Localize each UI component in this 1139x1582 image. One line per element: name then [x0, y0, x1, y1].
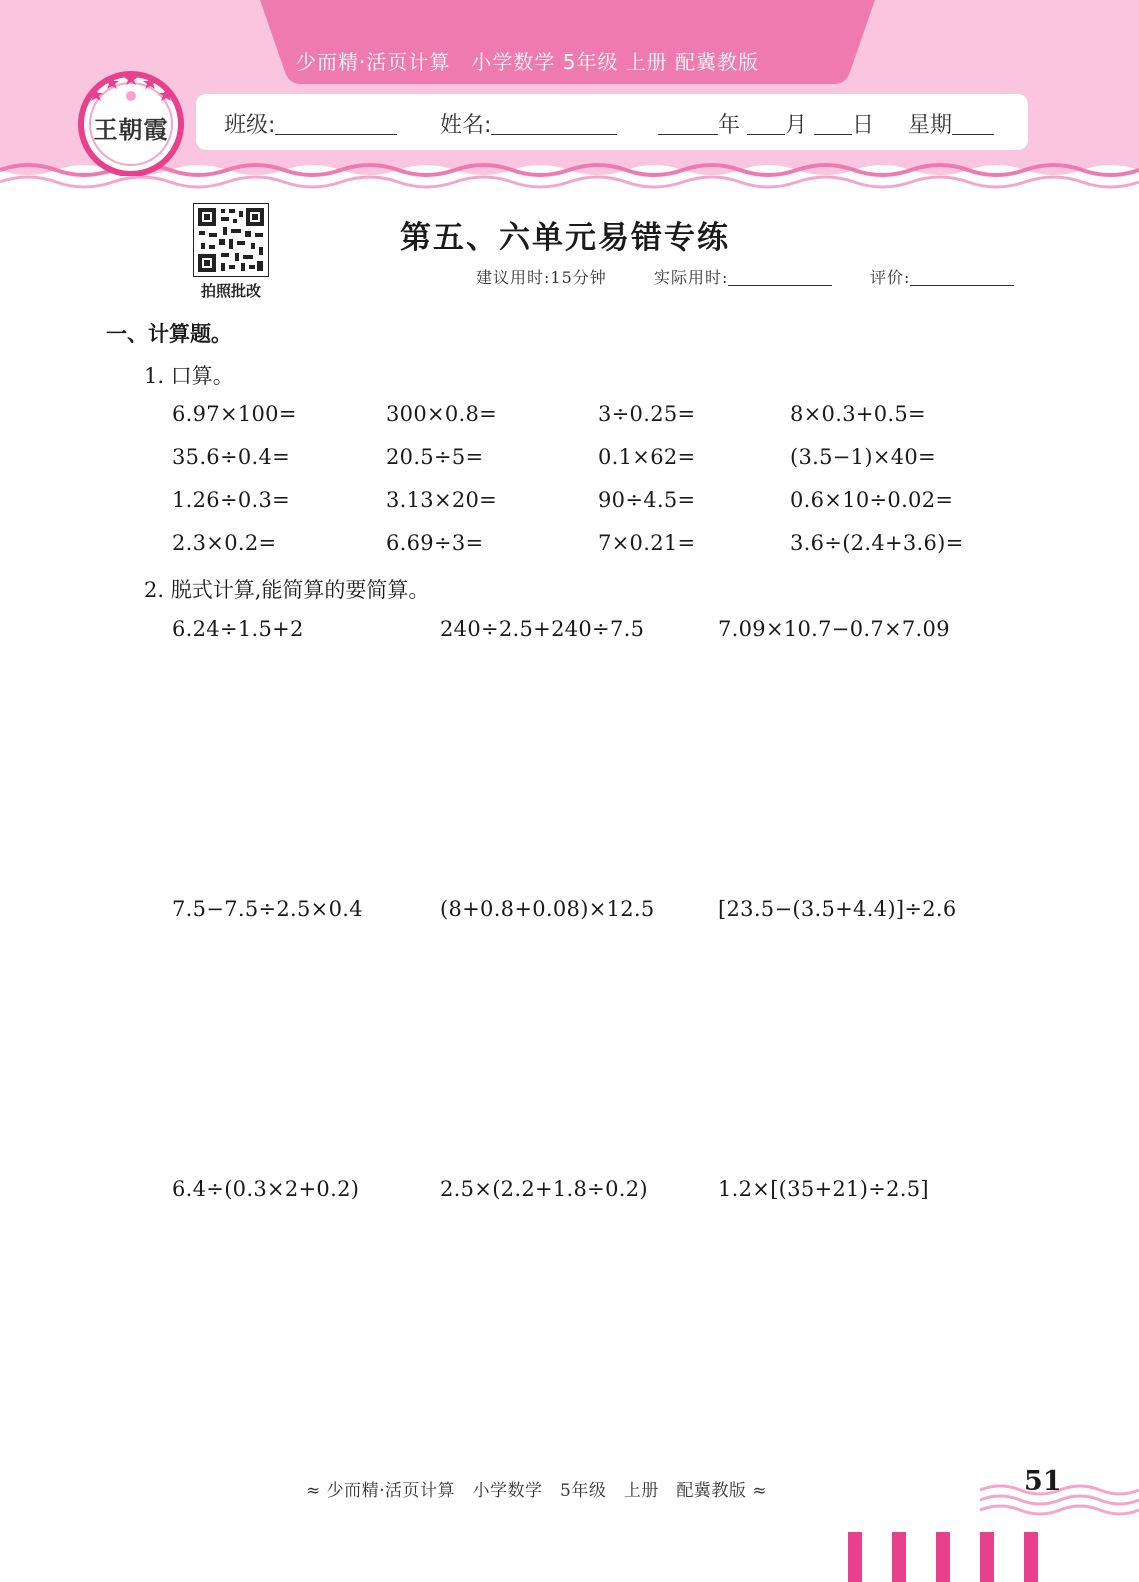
month-blank[interactable]	[747, 113, 785, 135]
oral-calc-item: 7×0.21=	[598, 531, 696, 555]
qr-label: 拍照批改	[200, 282, 261, 300]
day-blank[interactable]	[814, 113, 852, 135]
actual-time-field[interactable]	[654, 265, 832, 288]
series-subtitle: 少而精·活页计算 小学数学 5年级 上册 配冀教版	[296, 50, 760, 74]
oral-calc-item: 90÷4.5=	[598, 488, 696, 512]
oral-calc-item: 6.97×100=	[172, 402, 297, 426]
oral-calc-item: 0.6×10÷0.02=	[790, 488, 954, 512]
page-title: 第五、六单元易错专练	[400, 220, 730, 256]
step-calc-item: 6.24÷1.5+2	[172, 617, 304, 641]
class-label: 班级:	[224, 113, 276, 138]
student-info-bar	[196, 94, 1028, 150]
oral-calc-item: 3÷0.25=	[598, 402, 696, 426]
oral-calc-item: 35.6÷0.4=	[172, 445, 291, 469]
actual-time-blank[interactable]	[728, 268, 832, 286]
date-field[interactable]	[658, 108, 874, 139]
oral-calc-item: 2.3×0.2=	[172, 531, 277, 555]
oral-calc-item: 1.26÷0.3=	[172, 488, 291, 512]
evaluation-blank[interactable]	[910, 268, 1014, 286]
oral-calc-heading: 1. 口算。	[144, 364, 234, 388]
oral-calc-item: 6.69÷3=	[386, 531, 484, 555]
page-number: 51	[1024, 1466, 1062, 1497]
name-label: 姓名:	[440, 113, 492, 138]
oral-calc-item: 20.5÷5=	[386, 445, 484, 469]
oral-calc-item: (3.5−1)×40=	[790, 445, 936, 469]
oral-calc-item: 3.6÷(2.4+3.6)=	[790, 531, 964, 555]
footer-bar-decoration	[848, 1532, 1139, 1582]
year-blank[interactable]	[658, 113, 718, 135]
oral-calc-item: 0.1×62=	[598, 445, 696, 469]
step-calc-item: 6.4÷(0.3×2+0.2)	[172, 1177, 360, 1201]
logo-text: 王朝霞	[93, 115, 169, 144]
step-calc-item: 1.2×[(35+21)÷2.5]	[718, 1177, 929, 1201]
suggested-time: 建议用时:15分钟	[476, 268, 607, 287]
step-calc-heading: 2. 脱式计算,能简算的要简算。	[144, 578, 430, 602]
step-calc-item: 7.09×10.7−0.7×7.09	[718, 617, 950, 641]
evaluation-label: 评价:	[870, 268, 911, 287]
step-calc-item: 2.5×(2.2+1.8÷0.2)	[440, 1177, 648, 1201]
step-calc-item: 7.5−7.5÷2.5×0.4	[172, 897, 363, 921]
weekday-field[interactable]	[908, 108, 994, 139]
year-label: 年	[718, 113, 741, 138]
oral-calc-item: 3.13×20=	[386, 488, 498, 512]
class-field[interactable]	[224, 108, 397, 139]
actual-time-label: 实际用时:	[654, 268, 729, 287]
weekday-blank[interactable]	[952, 113, 994, 135]
evaluation-field[interactable]	[870, 265, 1014, 288]
step-calc-item: 240÷2.5+240÷7.5	[440, 617, 645, 641]
class-blank[interactable]	[275, 113, 397, 135]
month-label: 月	[785, 113, 808, 138]
section-heading: 一、计算题。	[106, 322, 232, 346]
oral-calc-item: 300×0.8=	[386, 402, 498, 426]
oral-calc-item: 8×0.3+0.5=	[790, 402, 926, 426]
name-field[interactable]	[440, 108, 617, 139]
step-calc-item: [23.5−(3.5+4.4)]÷2.6	[718, 897, 957, 921]
step-calc-item: (8+0.8+0.08)×12.5	[440, 897, 655, 921]
day-label: 日	[852, 113, 875, 138]
footer-series: ≈ 少而精·活页计算 小学数学 5年级 上册 配冀教版 ≈	[306, 1481, 768, 1501]
name-blank[interactable]	[491, 113, 617, 135]
qr-code-icon[interactable]	[193, 203, 269, 277]
weekday-label: 星期	[908, 113, 953, 138]
